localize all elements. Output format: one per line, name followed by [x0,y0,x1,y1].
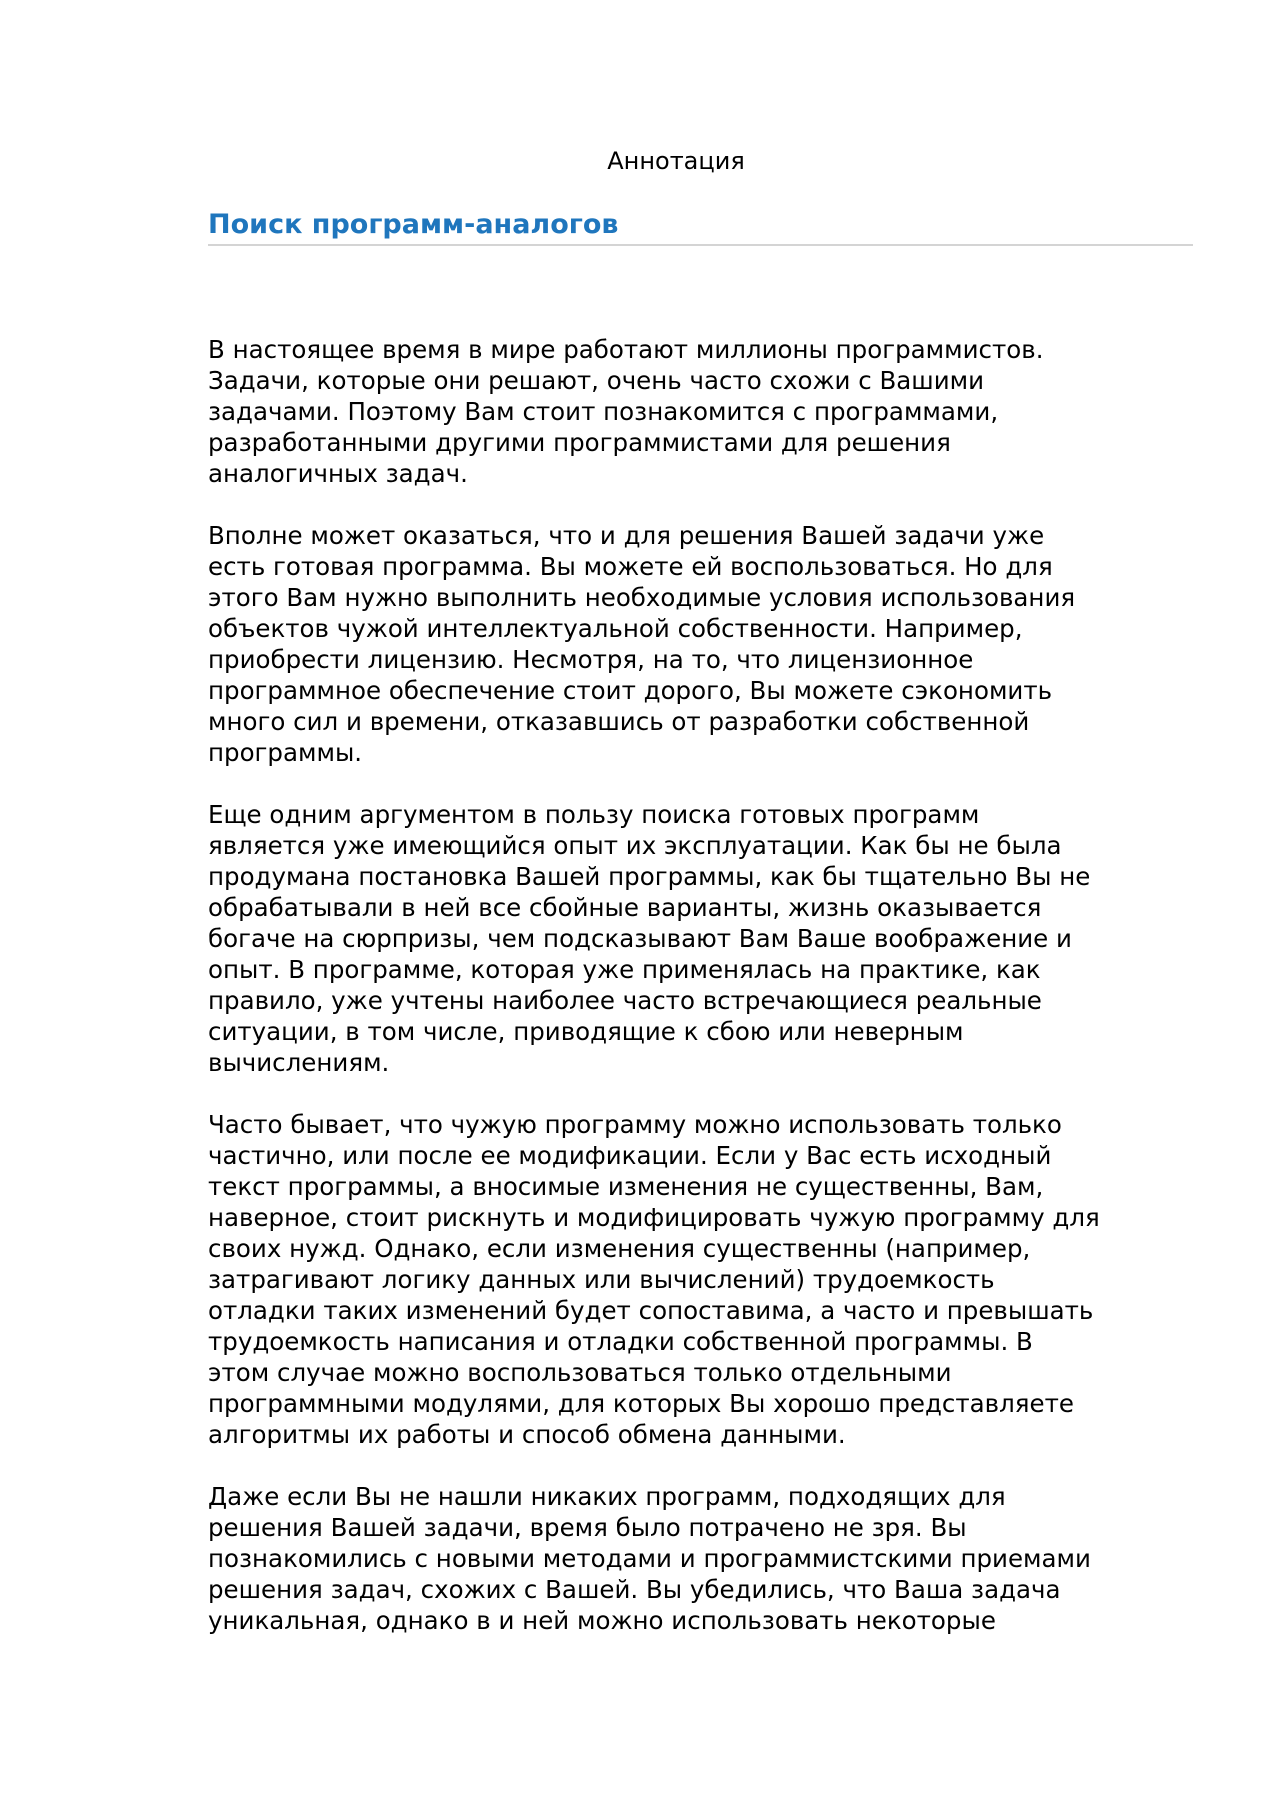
paragraph-line: этого Вам нужно выполнить необходимые условия использования [208,583,1076,612]
paragraph-line: есть готовая программа. Вы можете ей воспользоваться. Но для [208,552,1053,581]
paragraph-line: этом случае можно воспользоваться только отдельными [208,1358,952,1387]
paragraph-5 [208,1481,1168,1636]
paragraph-line: богаче на сюрпризы, чем подсказывают Вам Ваше воображение и [208,924,1072,953]
paragraph-line: аналогичных задач. [208,459,468,488]
paragraph-line: наверное, стоит рискнуть и модифицировать чужую программу для [208,1203,1100,1232]
paragraph-line: программное обеспечение стоит дорого, Вы можете сэкономить [208,676,1053,705]
paragraph-line: Вполне может оказаться, что и для решения Вашей задачи уже [208,521,1045,550]
paragraph-line: уникальная, однако в и ней можно использовать некоторые [208,1606,996,1635]
paragraph-line: приобрести лицензию. Несмотря, на то, что лицензионное [208,645,974,674]
paragraph-line: продумана постановка Вашей программы, как бы тщательно Вы не [208,862,1091,891]
paragraph-line: вычислениям. [208,1048,390,1077]
paragraph-line: опыт. В программе, которая уже применялась на практике, как [208,955,1041,984]
paragraph-line: разработанными другими программистами для решения [208,428,951,457]
paragraph-4 [208,1109,1168,1450]
paragraph-line: отладки таких изменений будет сопоставима, а часто и превышать [208,1296,1094,1325]
paragraph-line: текст программы, а вносимые изменения не существенны, Вам, [208,1172,1044,1201]
paragraph-line: затрагивают логику данных или вычислений) трудоемкость [208,1265,995,1294]
paragraph-1 [208,334,1168,489]
paragraph-line: трудоемкость написания и отладки собственной программы. В [208,1327,1033,1356]
paragraph-2 [208,520,1168,768]
paragraph-line: своих нужд. Однако, если изменения существенны (например, [208,1234,1031,1263]
annotation-title: Аннотация [607,147,745,175]
paragraph-line: частично, или после ее модификации. Если у Вас есть исходный [208,1141,1052,1170]
paragraph-line: является уже имеющийся опыт их эксплуатации. Как бы не была [208,831,1062,860]
paragraph-line: решения Вашей задачи, время было потрачено не зря. Вы [208,1513,967,1542]
paragraph-line: программы. [208,738,363,767]
body-text [208,334,1168,1667]
paragraph-line: правило, уже учтены наиболее часто встречающиеся реальные [208,986,1042,1015]
paragraph-line: Даже если Вы не нашли никаких программ, подходящих для [208,1482,1006,1511]
paragraph-line: Задачи, которые они решают, очень часто схожи с Вашими [208,366,985,395]
paragraph-line: задачами. Поэтому Вам стоит познакомится с программами, [208,397,999,426]
paragraph-line: Еще одним аргументом в пользу поиска готовых программ [208,800,980,829]
paragraph-line: программными модулями, для которых Вы хорошо представляете [208,1389,1074,1418]
paragraph-line: Часто бывает, что чужую программу можно использовать только [208,1110,1062,1139]
paragraph-line: В настоящее время в мире работают миллионы программистов. [208,335,1044,364]
paragraph-line: решения задач, схожих с Вашей. Вы убедились, что Ваша задача [208,1575,1061,1604]
paragraph-line: много сил и времени, отказавшись от разработки собственной [208,707,1030,736]
paragraph-line: познакомились с новыми методами и программистскими приемами [208,1544,1091,1573]
paragraph-line: объектов чужой интеллектуальной собственности. Например, [208,614,1023,643]
paragraph-line: ситуации, в том числе, приводящие к сбою или неверным [208,1017,964,1046]
section-heading: Поиск программ-аналогов [208,208,1193,246]
paragraph-line: алгоритмы их работы и способ обмена данными. [208,1420,846,1449]
paragraph-3 [208,799,1168,1078]
paragraph-line: обрабатывали в ней все сбойные варианты, жизнь оказывается [208,893,1042,922]
